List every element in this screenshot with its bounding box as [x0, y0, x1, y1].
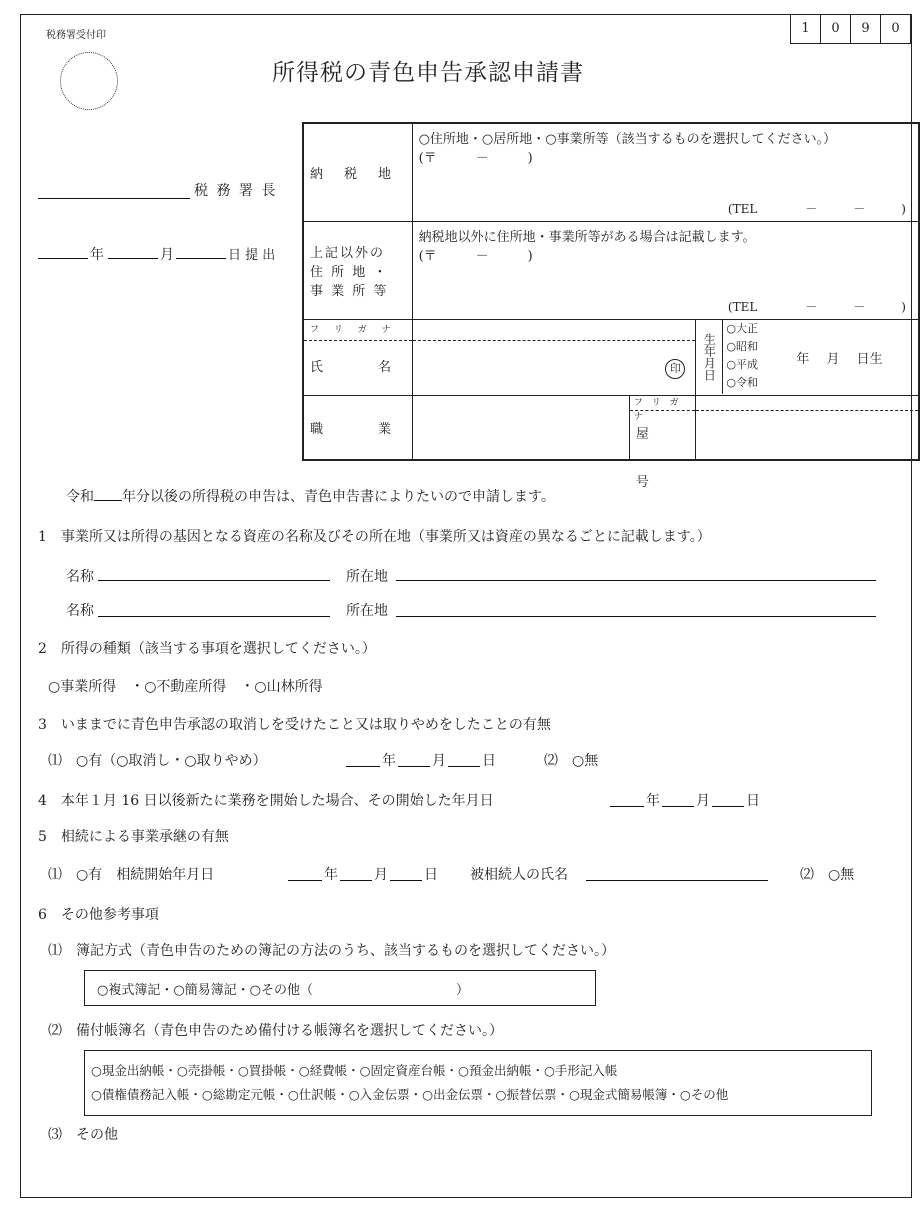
sec4-month-field[interactable]: [662, 806, 694, 807]
shop-label-cell: [629, 395, 696, 490]
sec1-name-label-1: 名称: [66, 569, 94, 585]
sec3-yes-option[interactable]: ⑴ ○有（○取消し・○取りやめ）: [48, 753, 267, 769]
sec1-name-field-2[interactable]: [98, 616, 330, 617]
bookkeeping-method-box[interactable]: ○複式簿記・○簡易簿記・○その他（ ）: [84, 970, 596, 1006]
sec5-month-label: 月: [374, 867, 388, 883]
name-furigana-label: フ リ ガ ナ: [304, 320, 412, 341]
sec1-place-field-2[interactable]: [396, 616, 876, 617]
occupation-label: 職 業: [303, 395, 412, 460]
address-label: 納 税 地: [303, 123, 412, 221]
form-number-digit: 0: [821, 14, 851, 43]
tax-office-suffix: 税 務 署 長: [194, 183, 278, 199]
sec1-title: 1 事業所又は所得の基因となる資産の名称及びその所在地（事業所又は資産の異なるごとに記載します。）: [38, 529, 711, 545]
intro-era: 令和: [66, 489, 94, 505]
shop-field[interactable]: [696, 395, 919, 460]
address-tel: (TEL － － ): [727, 201, 906, 216]
sec6-sub2-title: ⑵ 備付帳簿名（青色申告のため備付ける帳簿名を選択してください。）: [48, 1023, 503, 1039]
other-address-label-line: 事 業 所 等: [310, 283, 389, 299]
submit-month-field[interactable]: [108, 258, 158, 259]
sec1-place-label-1: 所在地: [346, 569, 388, 585]
sec2-options[interactable]: ○事業所得 ・○不動産所得 ・○山林所得: [48, 679, 323, 695]
birth-era-showa[interactable]: ○昭和: [726, 339, 758, 353]
sec5-heir-field[interactable]: [586, 880, 768, 881]
form-number-digit: 0: [881, 14, 911, 43]
shop-label: 屋 号: [635, 426, 687, 490]
submit-month-label: 月: [160, 247, 174, 263]
receipt-stamp-label: 税務署受付印: [46, 30, 106, 41]
other-address-tel: (TEL － － ): [727, 299, 906, 314]
sec4-day-label: 日: [746, 793, 760, 809]
sec1-name-field-1[interactable]: [98, 580, 330, 581]
sec6-sub1-title: ⑴ 簿記方式（青色申告のための簿記の方法のうち、該当するものを選択してください。）: [48, 943, 615, 959]
intro-year-field[interactable]: [94, 486, 122, 501]
submit-year-field[interactable]: [38, 258, 88, 259]
ledger-list-line[interactable]: ○現金出納帳・○売掛帳・○買掛帳・○経費帳・○固定資産台帳・○預金出納帳・○手形記入帳: [91, 1063, 618, 1078]
birth-era-reiwa[interactable]: ○令和: [726, 375, 758, 389]
name-label: 氏 名: [310, 359, 396, 375]
sec3-day-field[interactable]: [448, 766, 480, 767]
sec3-month-field[interactable]: [398, 766, 430, 767]
sec1-place-field-1[interactable]: [396, 580, 876, 581]
page-title: 所得税の青色申告承認申請書: [272, 60, 584, 86]
sec5-yes-option[interactable]: ⑴ ○有 相続開始年月日: [48, 867, 215, 883]
tax-office-field[interactable]: [38, 196, 190, 199]
seal-mark: 印: [665, 359, 685, 379]
sec4-title: 4 本年１月 16 日以後新たに業務を開始した場合、その開始した年月日: [38, 793, 494, 809]
submit-day-field[interactable]: [176, 258, 226, 259]
name-field[interactable]: [412, 319, 696, 395]
name-furigana-field[interactable]: [413, 320, 696, 341]
birth-era-taisho[interactable]: ○大正: [726, 321, 758, 335]
submit-day-label: 日 提 出: [228, 248, 276, 263]
birth-label: 生年月日: [696, 320, 723, 394]
taxpayer-info-table: [302, 122, 920, 490]
form-number-digit: 1: [791, 14, 821, 43]
sec4-year-field[interactable]: [610, 806, 644, 807]
sec5-year-label: 年: [324, 867, 338, 883]
address-postal: (〒 － ): [418, 151, 533, 166]
sec5-day-field[interactable]: [390, 880, 422, 881]
sec5-heir-label: 被相続人の氏名: [470, 867, 568, 883]
sec4-year-label: 年: [646, 793, 660, 809]
address-field[interactable]: [412, 123, 919, 221]
birth-cell[interactable]: [696, 319, 919, 395]
form-number-digit: 9: [851, 14, 881, 43]
shop-furigana-field[interactable]: [696, 396, 918, 411]
birth-era-heisei[interactable]: ○平成: [726, 357, 758, 371]
other-address-postal: (〒 － ): [418, 248, 533, 264]
other-address-label-line: 住 所 地 ・: [310, 264, 389, 280]
intro-line: [66, 486, 555, 506]
sec5-no-option[interactable]: ⑵ ○無: [800, 867, 855, 883]
ledger-list-box[interactable]: [84, 1050, 872, 1116]
sec1-place-label-2: 所在地: [346, 603, 388, 619]
form-number: [790, 14, 911, 44]
other-address-note: 納税地以外に住所地・事業所等がある場合は記載します。: [418, 229, 756, 245]
other-address-label: [303, 221, 412, 319]
receipt-stamp-circle: [60, 52, 118, 110]
sec5-month-field[interactable]: [340, 880, 372, 881]
shop-furigana-label: フ リ ガ ナ: [630, 396, 696, 411]
sec4-day-field[interactable]: [712, 806, 744, 807]
birth-date-suffix: 年 月 日生: [796, 351, 883, 367]
sec2-title: 2 所得の種類（該当する事項を選択してください。）: [38, 641, 376, 657]
sec3-year-label: 年: [382, 753, 396, 769]
occupation-field[interactable]: [412, 395, 629, 460]
address-option-text: ○住所地・○居所地・○事業所等（該当するものを選択してください。）: [418, 132, 837, 147]
sec6-title: 6 その他参考事項: [38, 907, 159, 923]
other-address-field[interactable]: [412, 221, 919, 319]
sec4-month-label: 月: [696, 793, 710, 809]
other-address-label-line: 上記以外の: [310, 245, 386, 261]
sec5-day-label: 日: [424, 867, 438, 883]
submit-year-label: 年: [90, 247, 104, 263]
birth-era-list: [726, 320, 758, 392]
intro-text: 年分以後の所得税の申告は、青色申告書によりたいので申請します。: [122, 489, 555, 505]
sec6-sub3-title: ⑶ その他: [48, 1127, 118, 1143]
sec3-title: 3 いままでに青色申告承認の取消しを受けたこと又は取りやめをしたことの有無: [38, 717, 551, 733]
sec1-name-label-2: 名称: [66, 603, 94, 619]
sec5-year-field[interactable]: [288, 880, 322, 881]
sec5-title: 5 相続による事業承継の有無: [38, 829, 229, 845]
sec3-month-label: 月: [432, 753, 446, 769]
sec3-year-field[interactable]: [346, 766, 380, 767]
sec3-no-option[interactable]: ⑵ ○無: [544, 753, 599, 769]
name-label-cell: [303, 319, 412, 395]
sec3-day-label: 日: [482, 753, 496, 769]
ledger-list-line[interactable]: ○債権債務記入帳・○総勘定元帳・○仕訳帳・○入金伝票・○出金伝票・○振替伝票・○現金式簡易帳簿・○その他: [91, 1087, 729, 1102]
